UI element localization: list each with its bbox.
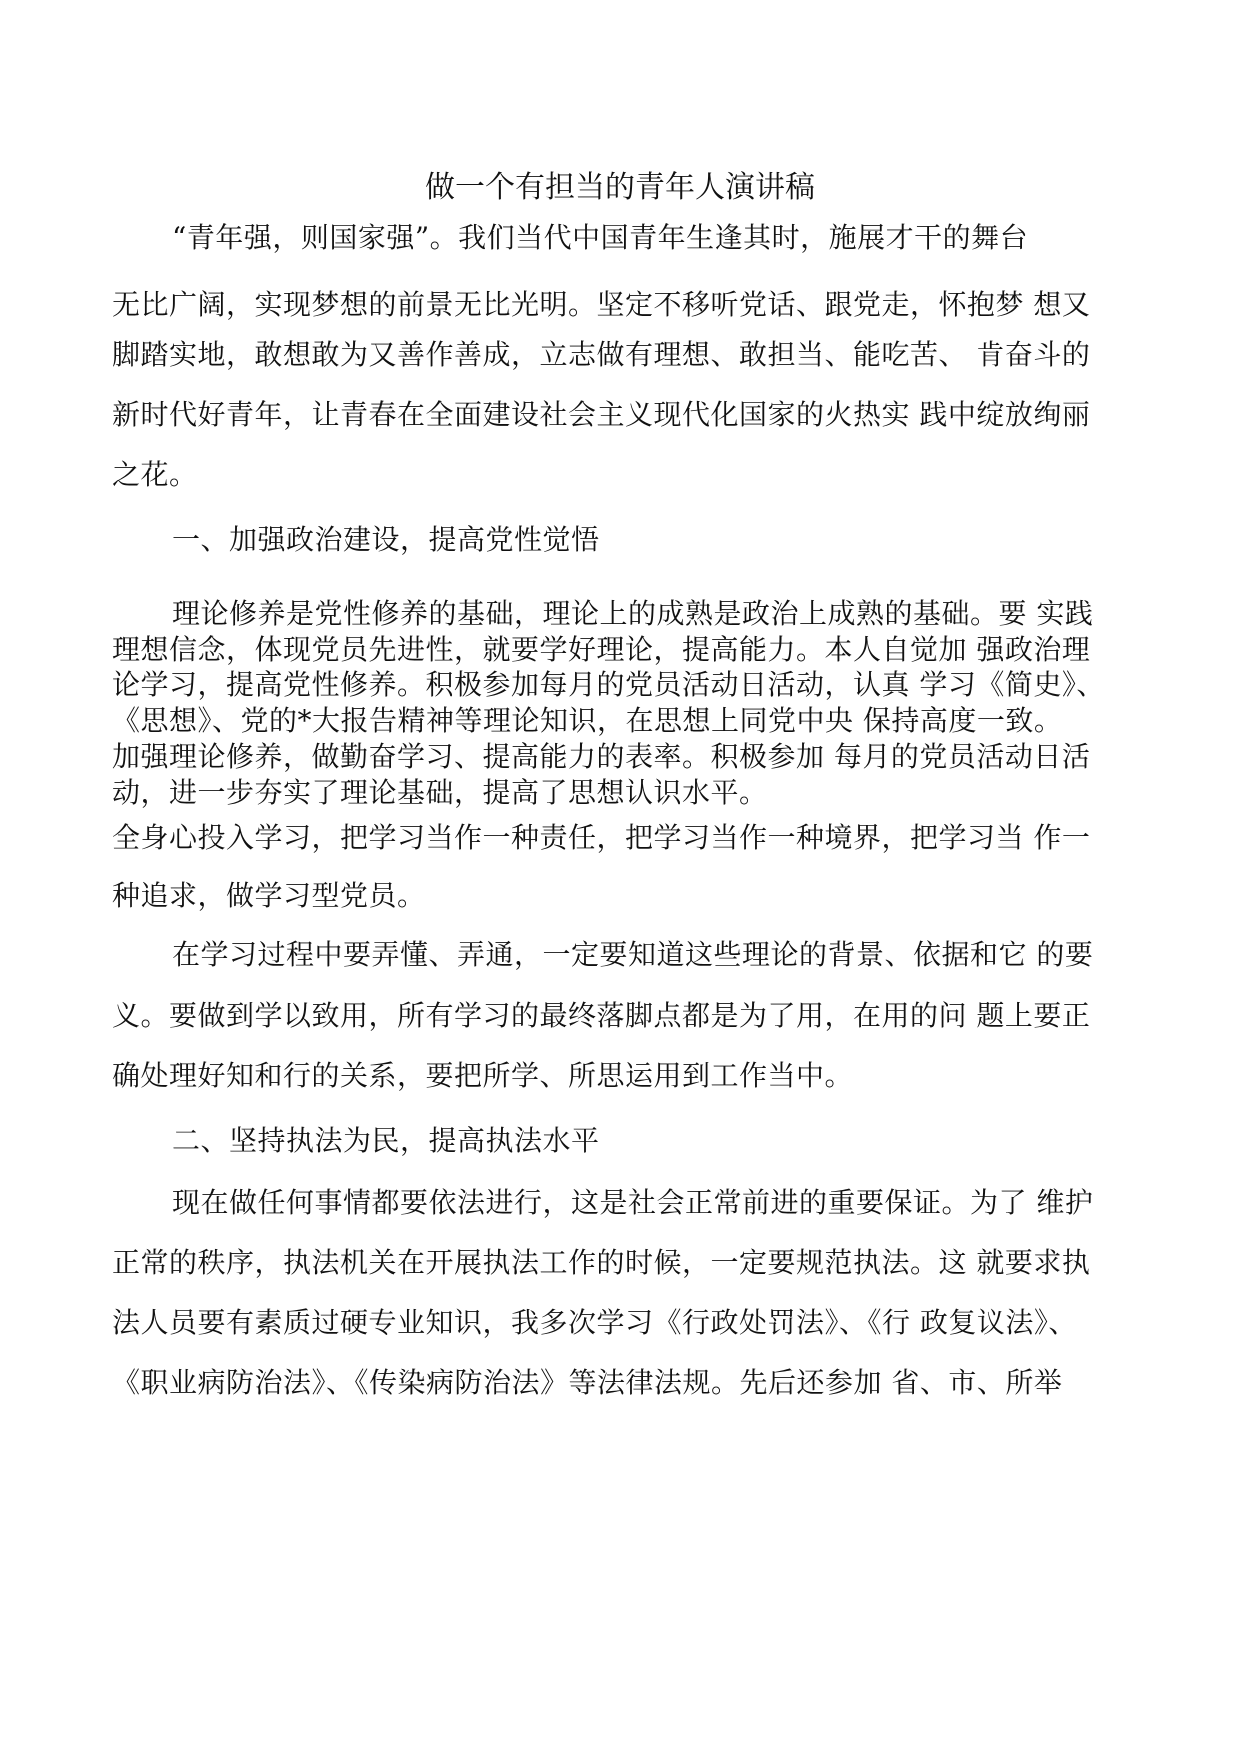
section1-block-line-5: 加强理论修养，做勤奋学习、提高能力的表率。积极参加 每月的党员活动日活: [112, 740, 1091, 773]
section-heading-1: 一、加强政治建设，提高党性觉悟: [172, 523, 600, 556]
intro-line-5: 之花。: [112, 458, 198, 491]
section1-para2-line-3: 确处理好知和行的关系，要把所学、所思运用到工作当中。: [112, 1059, 854, 1092]
section2-para1-line-3: 法人员要有素质过硬专业知识，我多次学习《行政处罚法》、《行 政复议法》、: [112, 1306, 1077, 1339]
intro-line-4: 新时代好青年，让青春在全面建设社会主义现代化国家的火热实 践中绽放绚丽: [112, 398, 1091, 431]
section1-block-line-6: 动，进一步夯实了理论基础，提高了思想认识水平。: [112, 776, 768, 809]
section1-continue-line-2: 种追求，做学习型党员。: [112, 879, 426, 912]
section2-para1-line-4: 《职业病防治法》、《传染病防治法》等法律法规。先后还参加 省、市、所举: [112, 1366, 1063, 1399]
intro-line-2: 无比广阔，实现梦想的前景无比光明。坚定不移听党话、跟党走，怀抱梦 想又: [112, 288, 1091, 321]
intro-line-1: “青年强，则国家强”。我们当代中国青年生逢其时，施展才干的舞台: [172, 221, 1029, 254]
section2-para1-line-1: 现在做任何事情都要依法进行，这是社会正常前进的重要保证。为了 维护: [172, 1186, 1094, 1219]
document-title: 做一个有担当的青年人演讲稿: [425, 170, 815, 205]
section1-block-line-4: 《思想》、党的*大报告精神等理论知识，在思想上同党中央 保持高度一致。: [112, 704, 1063, 737]
intro-line-3: 脚踏实地，敢想敢为又善作善成，立志做有理想、敢担当、能吃苦、 肯奋斗的: [112, 338, 1091, 371]
section2-para1-line-2: 正常的秩序，执法机关在开展执法工作的时候，一定要规范执法。这 就要求执: [112, 1246, 1091, 1279]
section1-para2-line-1: 在学习过程中要弄懂、弄通，一定要知道这些理论的背景、依据和它 的要: [172, 938, 1094, 971]
section1-block-line-3: 论学习，提高党性修养。积极参加每月的党员活动日活动，认真 学习《简史》、: [112, 668, 1105, 701]
section1-block-line-1: 理论修养是党性修养的基础，理论上的成熟是政治上成熟的基础。要 实践: [172, 597, 1094, 630]
section1-block-line-2: 理想信念，体现党员先进性，就要学好理论，提高能力。本人自觉加 强政治理: [112, 633, 1091, 666]
section-heading-2: 二、坚持执法为民，提高执法水平: [172, 1124, 600, 1157]
section1-continue-line-1: 全身心投入学习，把学习当作一种责任，把学习当作一种境界，把学习当 作一: [112, 821, 1091, 854]
section1-para2-line-2: 义。要做到学以致用，所有学习的最终落脚点都是为了用，在用的问 题上要正: [112, 999, 1091, 1032]
